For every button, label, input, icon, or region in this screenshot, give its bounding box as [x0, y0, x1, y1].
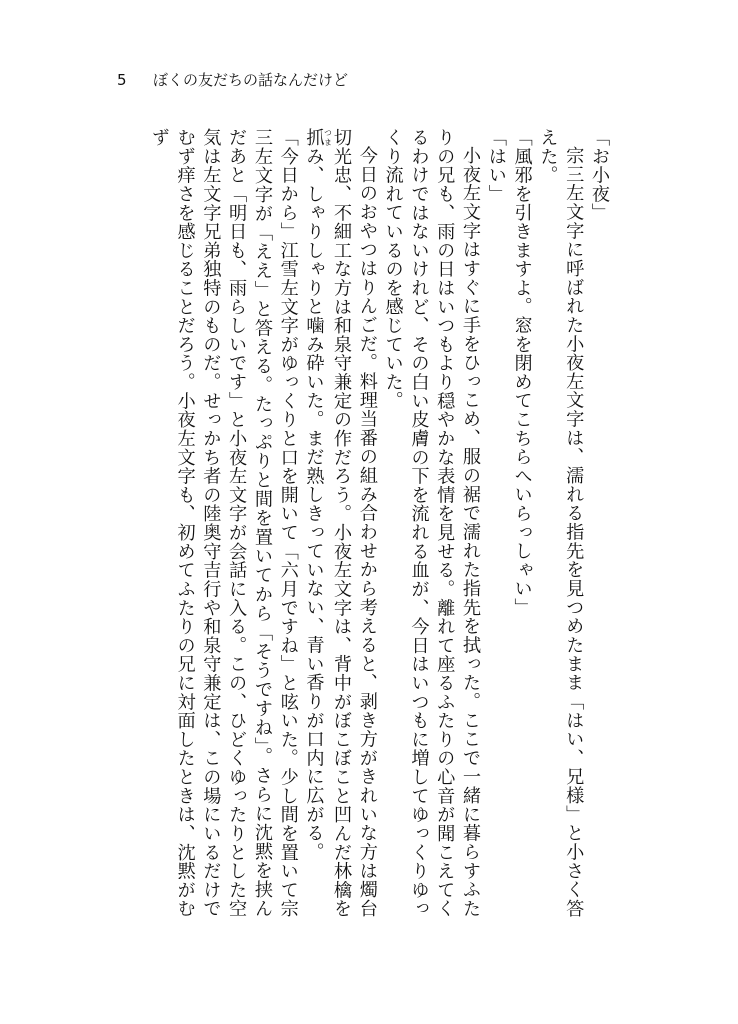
paragraph-narration-2: 小夜左文字はすぐに手をひっこめ、服の裾で濡れた指先を拭った。ここで一緒に暮らすふたりの兄も、雨の日はいつもより穏やかな表情を見せる。離れて座るふたりの心音が聞こえてくるわけではないけれど、その白い皮膚の下を流れる血が、今日はいつもに増してゆっくりゆっくり流れているのを感じていた。 [382, 128, 482, 918]
ruby-base: 抓 [303, 128, 325, 147]
body-text [120, 128, 612, 918]
paragraph-dialogue-1: 「お小夜」 [589, 128, 610, 222]
paragraph-dialogue-2: 「風邪を引きますよ。窓を閉めてこちらへいらっしゃい」 [511, 128, 533, 617]
paragraph-narration-3 [301, 128, 380, 918]
ruby-text: つま [323, 128, 333, 147]
paragraph-narration-3-part-b: み、しゃりしゃりと噛み砕いた。まだ熟しきっていない、青い香りが口内に広がる。 [303, 146, 325, 862]
paragraph-narration-3-part-a: 今日のおやつはりんごだ。料理当番の組み合わせから考えると、剥き方がきれいな方は燭台切光忠、不細工な方は和泉守兼定の作だろう。小夜左文字は、背中がぼこぼこと凹んだ林檎を [331, 128, 378, 918]
paragraph-narration-1: 宗三左文字に呼ばれた小夜左文字は、濡れる指先を見つめたまま「はい、兄様」と小さく答えた。 [537, 128, 585, 918]
page-header [117, 68, 597, 92]
ruby-annotation [303, 128, 333, 147]
running-title: ぼくの友だちの話なんだけど [153, 71, 349, 89]
paragraph-dialogue-3: 「はい」 [485, 128, 507, 204]
page-number: 5 [117, 71, 127, 89]
paragraph-narration-4: 「今日から」江雪左文字がゆっくりと口を開いて「六月ですね」と呟いた。少し間を置いて宗三左文字が「ええ」と答える。たっぷりと間を置いてから「そうですね」。さらに沈黙を挟んだあと「明日も、雨らしいです」と小夜左文字が会話に入る。この、ひどくゆったりとした空気は左文字兄弟独特のものだ。せっかち者の陸奥守吉行や和泉守兼定は、この場にいるだけでむず痒さを感じることだろう。小夜左文字も、初めてふたりの兄に対面したときは、沈黙がむず [148, 128, 299, 918]
